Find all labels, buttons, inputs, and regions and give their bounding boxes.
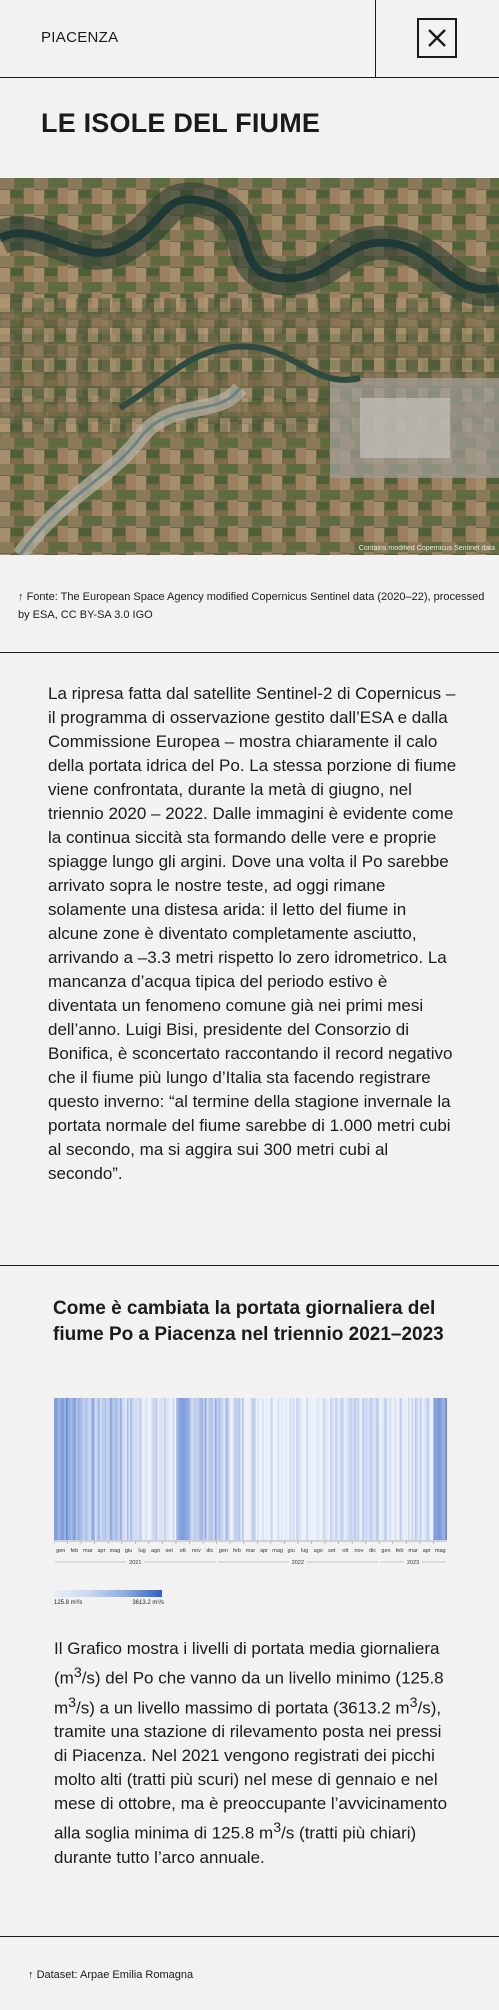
year-label: 2022 bbox=[291, 1560, 305, 1566]
heatmap-cell bbox=[444, 1398, 446, 1540]
heatmap-cell bbox=[166, 1398, 168, 1540]
heatmap-cell bbox=[132, 1398, 134, 1540]
page-title: LE ISOLE DEL FIUME bbox=[41, 108, 321, 138]
heatmap-cell bbox=[286, 1398, 288, 1540]
heatmap-cell bbox=[59, 1398, 61, 1540]
heatmap-cell bbox=[317, 1398, 319, 1540]
month-tick-label: mar bbox=[408, 1548, 418, 1554]
heatmap-cell bbox=[337, 1398, 339, 1540]
month-tick-label: mag bbox=[109, 1548, 121, 1554]
dataset-source: ↑ Dataset: Arpae Emilia Romagna bbox=[28, 1969, 194, 1981]
heatmap-cell bbox=[191, 1398, 193, 1540]
heatmap-cell bbox=[101, 1398, 103, 1540]
heatmap-cell bbox=[107, 1398, 109, 1540]
month-tick-label: apr bbox=[422, 1548, 431, 1554]
heatmap-cell bbox=[281, 1398, 283, 1540]
divider bbox=[0, 652, 499, 653]
month-tick-label: nov bbox=[191, 1548, 201, 1554]
heatmap-cell bbox=[76, 1398, 78, 1540]
month-tick-label: feb bbox=[70, 1548, 79, 1554]
image-credit: Contains modified Copernicus Sentinel data bbox=[358, 545, 495, 552]
month-tick-label: mag bbox=[434, 1548, 446, 1554]
heatmap-cell bbox=[112, 1398, 114, 1540]
heatmap-cell bbox=[415, 1398, 417, 1540]
heatmap-cell bbox=[406, 1398, 408, 1540]
month-tick-label: apr bbox=[97, 1548, 106, 1554]
top-bar bbox=[0, 0, 499, 78]
heatmap-cell bbox=[227, 1398, 229, 1540]
heatmap-cell bbox=[289, 1398, 291, 1540]
heatmap-cell bbox=[230, 1398, 232, 1540]
heatmap-cell bbox=[350, 1398, 352, 1540]
month-tick-label: giu bbox=[124, 1548, 133, 1554]
heatmap-cell bbox=[410, 1398, 412, 1540]
month-tick-label: gen bbox=[218, 1548, 228, 1554]
heatmap-cell bbox=[269, 1398, 271, 1540]
heatmap-cell bbox=[183, 1398, 185, 1540]
heatmap-cell bbox=[300, 1398, 302, 1540]
heatmap-cell bbox=[137, 1398, 139, 1540]
heatmap-cell bbox=[157, 1398, 159, 1540]
heatmap-cell bbox=[427, 1398, 429, 1540]
heatmap-cell bbox=[247, 1398, 249, 1540]
heatmap-cell bbox=[308, 1398, 310, 1540]
heatmap-cell bbox=[295, 1398, 297, 1540]
month-tick-label: dic bbox=[368, 1548, 376, 1554]
heatmap-cell bbox=[68, 1398, 70, 1540]
heatmap-cell bbox=[440, 1398, 442, 1540]
month-tick-label: ott bbox=[342, 1548, 349, 1554]
month-tick-label: ott bbox=[179, 1548, 186, 1554]
month-tick-label: set bbox=[328, 1548, 336, 1554]
legend-max-label: 3613.2 m³/s bbox=[132, 1600, 164, 1606]
month-tick-label: mar bbox=[245, 1548, 256, 1554]
heatmap-cell bbox=[278, 1398, 280, 1540]
divider bbox=[0, 1936, 499, 1937]
heatmap-cell bbox=[115, 1398, 117, 1540]
heatmap-cell bbox=[345, 1398, 347, 1540]
header-divider bbox=[375, 0, 376, 78]
heatmap-cell bbox=[200, 1398, 202, 1540]
heatmap-cell bbox=[145, 1398, 147, 1540]
heatmap-cell bbox=[388, 1398, 390, 1540]
heatmap-cell bbox=[154, 1398, 156, 1540]
divider bbox=[0, 1265, 499, 1266]
arrow-up-icon: ↑ bbox=[18, 591, 27, 603]
heatmap-cell bbox=[418, 1398, 420, 1540]
heatmap-cell bbox=[303, 1398, 305, 1540]
heatmap-cell bbox=[354, 1398, 356, 1540]
heatmap-cell bbox=[435, 1398, 437, 1540]
heatmap-cell bbox=[162, 1398, 164, 1540]
heatmap-cell bbox=[320, 1398, 322, 1540]
heatmap-cell bbox=[256, 1398, 258, 1540]
heatmap-cell bbox=[90, 1398, 92, 1540]
location-label: PIACENZA bbox=[41, 29, 119, 46]
heatmap-cell bbox=[129, 1398, 131, 1540]
satellite-image bbox=[0, 178, 499, 555]
chart-description: Il Grafico mostra i livelli di portata media giornaliera $(m^3/s)$ del Po che vanno da un livello minimo (125.8 $m^3/s$) a un livello massimo di portata (3613.2 $m^3/s$), tramite una stazione di rilevamento posta nei pressi di Piacenza. Nel 2021 vengono registrati dei picchi molto alti (tratti più scuri) nel mese di gennaio e nel mese di ottobre, ma è preoccupante l’avvicinamento alla soglia minima di 125.8 $m^3/s$ (tratti più chiari) durante tutto l’arco annuale. bbox=[54, 1639, 448, 1867]
heatmap-cell bbox=[423, 1398, 425, 1540]
heatmap-cell bbox=[432, 1398, 434, 1540]
heatmap-cell bbox=[149, 1398, 151, 1540]
heatmap-cell bbox=[188, 1398, 190, 1540]
heatmap-cell bbox=[171, 1398, 173, 1540]
color-legend bbox=[54, 1590, 164, 1606]
month-tick-label: nov bbox=[354, 1548, 364, 1554]
month-tick-label: apr bbox=[260, 1548, 269, 1554]
heatmap-cell bbox=[56, 1398, 58, 1540]
month-tick-label: mag bbox=[272, 1548, 283, 1554]
image-caption: ↑ Fonte: The European Space Agency modified Copernicus Sentinel data (2020–22), processed by ESA, CC BY-SA 3.0 IGO bbox=[18, 591, 485, 621]
heatmap-cell bbox=[174, 1398, 176, 1540]
heatmap-cell bbox=[328, 1398, 330, 1540]
heatmap-cell bbox=[334, 1398, 336, 1540]
month-tick-label: ago bbox=[151, 1548, 161, 1554]
month-tick-label: feb bbox=[233, 1548, 241, 1554]
heatmap-cell bbox=[264, 1398, 266, 1540]
heatmap-cell bbox=[367, 1398, 369, 1540]
chart-title: Come è cambiata la portata giornaliera del fiume Po a Piacenza nel triennio 2021–2023 bbox=[53, 1298, 444, 1345]
month-tick-label: giu bbox=[287, 1548, 295, 1554]
heatmap-cell bbox=[64, 1398, 66, 1540]
heatmap-cell bbox=[362, 1398, 364, 1540]
heatmap-cell bbox=[196, 1398, 198, 1540]
month-tick-label: lug bbox=[138, 1548, 146, 1554]
heatmap-cell bbox=[325, 1398, 327, 1540]
flow-heatmap-chart bbox=[54, 1398, 447, 1575]
heatmap-cell bbox=[120, 1398, 122, 1540]
month-tick-label: feb bbox=[395, 1548, 404, 1554]
heatmap-cell bbox=[210, 1398, 212, 1540]
heatmap-cell bbox=[123, 1398, 125, 1540]
legend-gradient bbox=[54, 1590, 162, 1597]
heatmap-cell bbox=[384, 1398, 386, 1540]
heatmap-cell bbox=[252, 1398, 254, 1540]
month-tick-label: mar bbox=[83, 1548, 93, 1554]
heatmap-cell bbox=[273, 1398, 275, 1540]
heatmap-cell bbox=[140, 1398, 142, 1540]
arrow-up-icon: ↑ bbox=[28, 1969, 37, 1981]
heatmap-cell bbox=[213, 1398, 215, 1540]
heatmap-cell bbox=[222, 1398, 224, 1540]
heatmap-cell bbox=[359, 1398, 361, 1540]
heatmap-cell bbox=[244, 1398, 246, 1540]
heatmap-cell bbox=[98, 1398, 100, 1540]
close-icon bbox=[426, 27, 448, 49]
heatmap-cell bbox=[81, 1398, 83, 1540]
heatmap-cell bbox=[311, 1398, 313, 1540]
year-label: 2021 bbox=[129, 1560, 142, 1566]
legend-min-label: 125.8 m³/s bbox=[54, 1600, 83, 1606]
heatmap-cell bbox=[73, 1398, 75, 1540]
close-button[interactable] bbox=[417, 18, 457, 58]
heatmap-cell bbox=[396, 1398, 398, 1540]
article-body: La ripresa fatta dal satellite Sentinel-2 di Copernicus – il programma di osservazione gestito dall’ESA e dalla Commissione Europea – mostra chiaramente il calo della portata idrica del Po. La stessa porzione di fiume viene confrontata, durante la metà di giugno, nel triennio 2020 – 2022. Dalle immagini è evidente come la continua siccità sta formando delle vere e proprie spiagge lungo gli argini. Dove una volta il Po sarebbe arrivato sopra le nostre teste, ad oggi rimane solamente una distesa arida: il letto del fiume in alcune zone è diventato completamente asciutto, arrivando a –3.3 metri rispetto lo zero idrometrico. La mancanza d’acqua tipica del periodo estivo è diventata un fenomeno comune già nei primi mesi dell’anno. Luigi Bisi, presidente del Consorzio di Bonifica, è sconcertato raccontando il record negativo che il fiume più lungo d’Italia sta facendo registrare questo inverno: “al termine della stagione invernale la portata normale del fiume sarebbe di 1.000 metri cubi al secondo, ma si aggira sui 300 metri cubi al secondo”. bbox=[48, 684, 457, 1183]
month-tick-label: dic bbox=[206, 1548, 214, 1554]
heatmap-cell bbox=[445, 1398, 447, 1540]
heatmap-cell bbox=[376, 1398, 378, 1540]
heatmap-cell bbox=[379, 1398, 381, 1540]
heatmap-cell bbox=[84, 1398, 86, 1540]
heatmap-cell bbox=[342, 1398, 344, 1540]
year-label: 2023 bbox=[406, 1560, 420, 1566]
heatmap-cell bbox=[218, 1398, 220, 1540]
month-tick-label: lug bbox=[301, 1548, 309, 1554]
month-tick-label: gen bbox=[381, 1548, 391, 1554]
heatmap-cell bbox=[239, 1398, 241, 1540]
heatmap-cell bbox=[205, 1398, 207, 1540]
heatmap-cell bbox=[235, 1398, 237, 1540]
heatmap-cell bbox=[179, 1398, 181, 1540]
heatmap-cell bbox=[401, 1398, 403, 1540]
heatmap-cell bbox=[261, 1398, 263, 1540]
month-tick-label: gen bbox=[56, 1548, 66, 1554]
month-tick-label: set bbox=[165, 1548, 173, 1554]
heatmap-cell bbox=[93, 1398, 95, 1540]
month-tick-label: ago bbox=[313, 1548, 323, 1554]
heatmap-cell bbox=[393, 1398, 395, 1540]
heatmap-cell bbox=[371, 1398, 373, 1540]
